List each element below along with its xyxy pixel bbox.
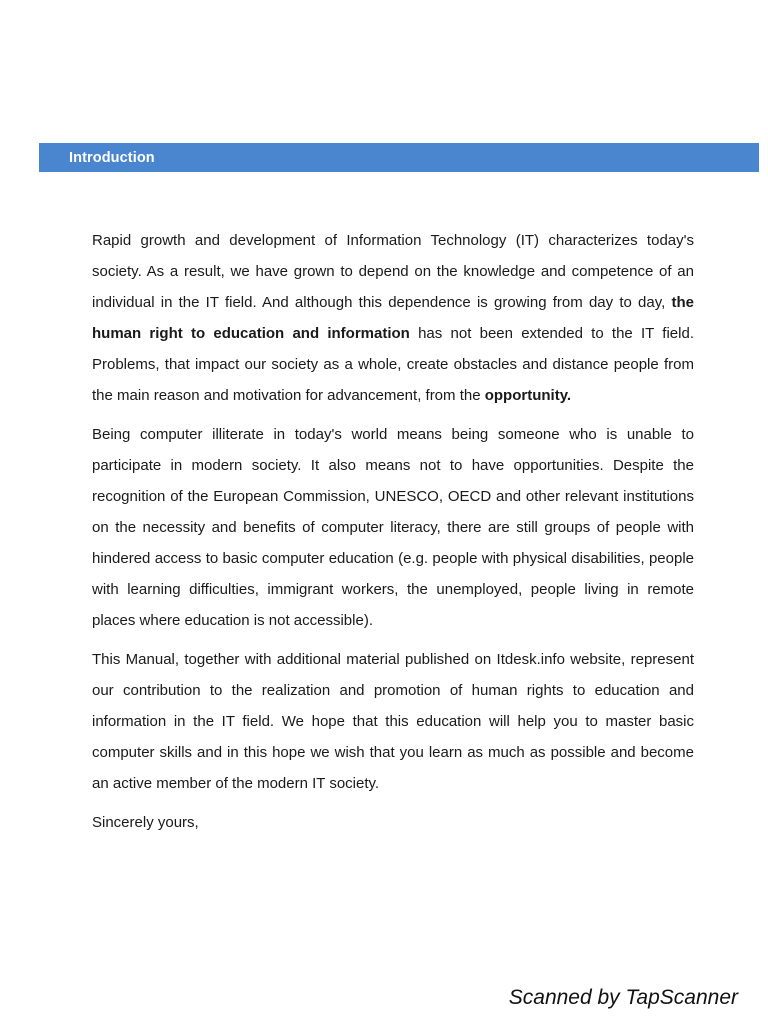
section-title: Introduction — [69, 149, 155, 166]
paragraph-intro-bold-b: opportunity. — [484, 387, 572, 404]
paragraph-intro-bold-a: the human right to education and information — [92, 294, 694, 342]
scanner-watermark: Scanned by TapScanner — [508, 986, 738, 1009]
paragraph-intro-text-a: Rapid growth and development of Information Technology (IT) characterizes today's society. As a result, we have grown to depend on the knowledge and competence of an individual in the IT field. And although this dependence is growing from day to day, — [92, 232, 694, 311]
section-header-bar — [39, 143, 759, 172]
paragraph-manual: This Manual, together with additional material published on Itdesk.info website, represent our contribution to the realization and promotion of human rights to education and information in the IT field. We hope that this education will help you to master basic computer skills and in this hope we wish that you learn as much as possible and become an active member of the modern IT society. — [92, 651, 694, 792]
paragraph-illiteracy: Being computer illiterate in today's world means being someone who is unable to participate in modern society. It also means not to have opportunities. Despite the recognition of the European Commission, UNESCO, OECD and other relevant institutions on the necessity and benefits of computer literacy, there are still groups of people with hindered access to basic computer education (e.g. people with physical disabilities, people with learning difficulties, immigrant workers, the unemployed, people living in remote places where education is not accessible). — [92, 426, 694, 629]
document-body — [92, 225, 694, 838]
paragraph-intro — [92, 225, 694, 411]
paragraph-intro-text-b: has not been extended to the IT field. Problems, that impact our society as a whole, create obstacles and distance people from the main reason and motivation for advancement, from the — [92, 325, 694, 404]
closing-line: Sincerely yours, — [92, 814, 199, 831]
